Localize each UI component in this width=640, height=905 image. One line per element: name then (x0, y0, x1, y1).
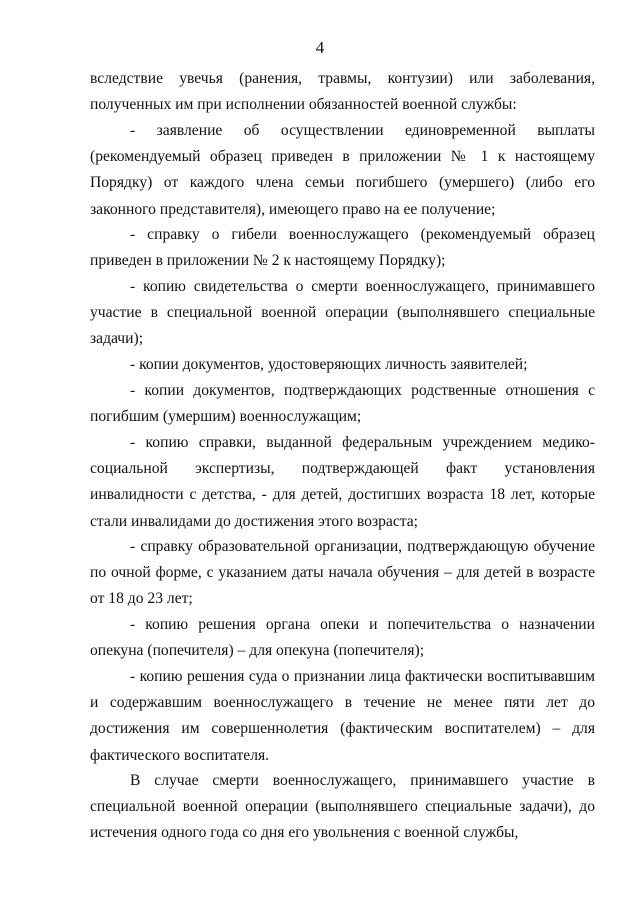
paragraph-guardianship-decision: - копию решения органа опеки и попечительства о назначении опекуна (попечителя) – для опекуна (попечителя); (90, 616, 595, 660)
paragraph-identity-documents: - копии документов, удостоверяющих личность заявителей; (130, 356, 528, 373)
paragraph-death-certificate-copy: - копию свидетельства о смерти военнослужащего, принимавшего участие в специальной военной операции (выполнявшего специальные задачи); (90, 278, 595, 348)
paragraph-case-of-death: В случае смерти военнослужащего, принимавшего участие в специальной военной операции (выполнявшего специальные задачи), до истечения одного года со дня его увольнения с военной службы, (90, 772, 595, 842)
paragraph-kinship-documents: - копии документов, подтверждающих родственные отношения с погибшим (умершим) военнослужащим; (90, 382, 595, 426)
paragraph-disability-certificate: - копию справки, выданной федеральным учреждением медико-социальной экспертизы, подтверждающей факт установления инвалидности с детства, - для детей, достигших возраста 18 лет, которые стали инвалидами до достижения этого возраста; (90, 434, 595, 530)
paragraph-application: - заявление об осуществлении единовременной выплаты (рекомендуемый образец приведен в приложении № 1 к настоящему Порядку) от каждого члена семьи погибшего (умершего) (либо его законного представителя), имеющего право на ее получение; (90, 122, 595, 218)
paragraph-court-decision: - копию решения суда о признании лица фактически воспитывавшим и содержавшим военнослужащего в течение не менее пяти лет до достижения им совершеннолетия (фактическим воспитателем) – для фактического воспитателя. (90, 668, 595, 764)
paragraph-education-certificate: - справку образовательной организации, подтверждающую обучение по очной форме, с указанием даты начала обучения – для детей в возрасте от 18 до 23 лет; (90, 538, 595, 608)
page-number: 4 (315, 38, 325, 57)
paragraph-death-certificate-reference: - справку о гибели военнослужащего (рекомендуемый образец приведен в приложении № 2 к настоящему Порядку); (90, 226, 595, 270)
paragraph-intro: вследствие увечья (ранения, травмы, контузии) или заболевания, полученных им при исполнении обязанностей военной службы: (90, 70, 595, 114)
